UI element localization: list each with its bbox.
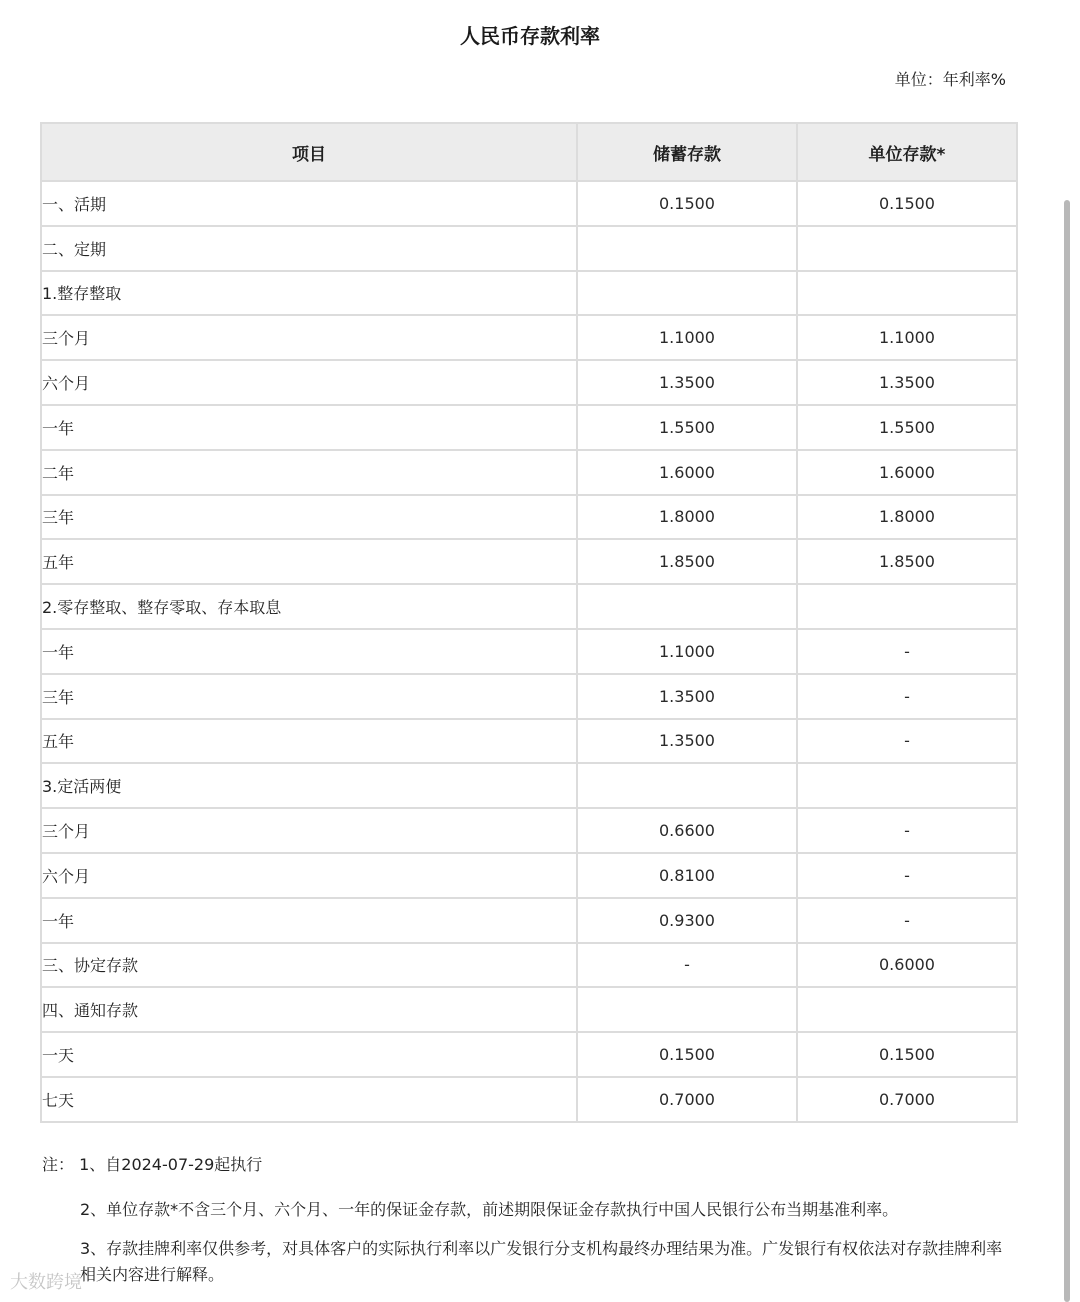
table-row bbox=[41, 405, 1017, 450]
table-row bbox=[41, 1077, 1017, 1122]
row-savings-rate: 1.5500 bbox=[577, 405, 797, 450]
row-corporate-rate: 0.7000 bbox=[797, 1077, 1017, 1122]
row-corporate-rate: - bbox=[797, 808, 1017, 853]
vertical-scrollbar[interactable] bbox=[1064, 200, 1070, 1302]
table-body bbox=[41, 181, 1017, 1122]
row-item-label: 一年 bbox=[41, 405, 577, 450]
row-item-label: 七天 bbox=[41, 1077, 577, 1122]
row-savings-rate bbox=[577, 226, 797, 271]
row-corporate-rate: - bbox=[797, 853, 1017, 898]
note-3: 3、存款挂牌利率仅供参考，对具体客户的实际执行利率以广发银行分支机构最终办理结果为准。广发银行有权依法对存款挂牌利率相关内容进行解释。 bbox=[80, 1239, 1003, 1284]
row-corporate-rate: - bbox=[797, 674, 1017, 719]
row-corporate-rate bbox=[797, 763, 1017, 808]
row-item-label: 二、定期 bbox=[41, 226, 577, 271]
row-savings-rate bbox=[577, 987, 797, 1032]
table-row bbox=[41, 360, 1017, 405]
row-corporate-rate bbox=[797, 584, 1017, 629]
table-row bbox=[41, 226, 1017, 271]
row-item-label: 3.定活两便 bbox=[41, 763, 577, 808]
table-row bbox=[41, 987, 1017, 1032]
table-row bbox=[41, 271, 1017, 316]
row-item-label: 一天 bbox=[41, 1032, 577, 1077]
row-savings-rate: 0.1500 bbox=[577, 1032, 797, 1077]
row-item-label: 一年 bbox=[41, 629, 577, 674]
table-row bbox=[41, 495, 1017, 540]
table-row bbox=[41, 181, 1017, 226]
table-row bbox=[41, 808, 1017, 853]
row-corporate-rate: 1.3500 bbox=[797, 360, 1017, 405]
row-savings-rate: 1.1000 bbox=[577, 629, 797, 674]
table-row bbox=[41, 539, 1017, 584]
row-savings-rate: 1.3500 bbox=[577, 719, 797, 764]
row-corporate-rate: 1.6000 bbox=[797, 450, 1017, 495]
table-row bbox=[41, 674, 1017, 719]
row-item-label: 五年 bbox=[41, 719, 577, 764]
row-savings-rate: 1.8000 bbox=[577, 495, 797, 540]
table-row bbox=[41, 450, 1017, 495]
row-corporate-rate: 0.6000 bbox=[797, 943, 1017, 988]
table-row bbox=[41, 629, 1017, 674]
page-title: 人民币存款利率 bbox=[460, 24, 600, 48]
row-item-label: 三年 bbox=[41, 674, 577, 719]
row-savings-rate: 0.1500 bbox=[577, 181, 797, 226]
row-savings-rate: 1.3500 bbox=[577, 674, 797, 719]
row-corporate-rate: - bbox=[797, 719, 1017, 764]
row-corporate-rate bbox=[797, 987, 1017, 1032]
row-item-label: 三个月 bbox=[41, 808, 577, 853]
row-savings-rate: 1.1000 bbox=[577, 315, 797, 360]
table-row bbox=[41, 853, 1017, 898]
row-corporate-rate: 1.8000 bbox=[797, 495, 1017, 540]
row-item-label: 四、通知存款 bbox=[41, 987, 577, 1032]
row-corporate-rate: 1.1000 bbox=[797, 315, 1017, 360]
row-savings-rate: 0.8100 bbox=[577, 853, 797, 898]
table-row bbox=[41, 943, 1017, 988]
table-row bbox=[41, 315, 1017, 360]
row-item-label: 六个月 bbox=[41, 853, 577, 898]
watermark: 大数跨境 bbox=[10, 1272, 82, 1293]
row-savings-rate: 0.7000 bbox=[577, 1077, 797, 1122]
row-item-label: 2.零存整取、整存零取、存本取息 bbox=[41, 584, 577, 629]
note-2: 2、单位存款*不含三个月、六个月、一年的保证金存款，前述期限保证金存款执行中国人民银行公布当期基准利率。 bbox=[80, 1200, 899, 1219]
table-row bbox=[41, 1032, 1017, 1077]
deposit-rate-table bbox=[40, 122, 1018, 1123]
table-row bbox=[41, 763, 1017, 808]
row-item-label: 五年 bbox=[41, 539, 577, 584]
row-item-label: 一、活期 bbox=[41, 181, 577, 226]
row-corporate-rate: 0.1500 bbox=[797, 1032, 1017, 1077]
row-corporate-rate: - bbox=[797, 629, 1017, 674]
row-savings-rate: 1.3500 bbox=[577, 360, 797, 405]
header-corporate: 单位存款* bbox=[797, 123, 1017, 181]
row-item-label: 二年 bbox=[41, 450, 577, 495]
row-savings-rate: 1.8500 bbox=[577, 539, 797, 584]
row-corporate-rate: 0.1500 bbox=[797, 181, 1017, 226]
table-row bbox=[41, 898, 1017, 943]
row-corporate-rate bbox=[797, 226, 1017, 271]
row-item-label: 1.整存整取 bbox=[41, 271, 577, 316]
row-savings-rate bbox=[577, 584, 797, 629]
row-corporate-rate: - bbox=[797, 898, 1017, 943]
row-corporate-rate bbox=[797, 271, 1017, 316]
unit-label: 单位：年利率% bbox=[894, 70, 1006, 89]
row-item-label: 一年 bbox=[41, 898, 577, 943]
note-1: 注： 1、自2024-07-29起执行 bbox=[42, 1155, 263, 1174]
header-savings: 储蓄存款 bbox=[577, 123, 797, 181]
row-item-label: 三个月 bbox=[41, 315, 577, 360]
row-savings-rate: 0.9300 bbox=[577, 898, 797, 943]
table-row bbox=[41, 584, 1017, 629]
row-savings-rate: 1.6000 bbox=[577, 450, 797, 495]
row-item-label: 三、协定存款 bbox=[41, 943, 577, 988]
row-savings-rate bbox=[577, 763, 797, 808]
row-corporate-rate: 1.8500 bbox=[797, 539, 1017, 584]
row-item-label: 六个月 bbox=[41, 360, 577, 405]
row-item-label: 三年 bbox=[41, 495, 577, 540]
table-header-row bbox=[41, 123, 1017, 181]
row-savings-rate: 0.6600 bbox=[577, 808, 797, 853]
row-savings-rate: - bbox=[577, 943, 797, 988]
table-row bbox=[41, 719, 1017, 764]
row-corporate-rate: 1.5500 bbox=[797, 405, 1017, 450]
header-item: 项目 bbox=[41, 123, 577, 181]
row-savings-rate bbox=[577, 271, 797, 316]
